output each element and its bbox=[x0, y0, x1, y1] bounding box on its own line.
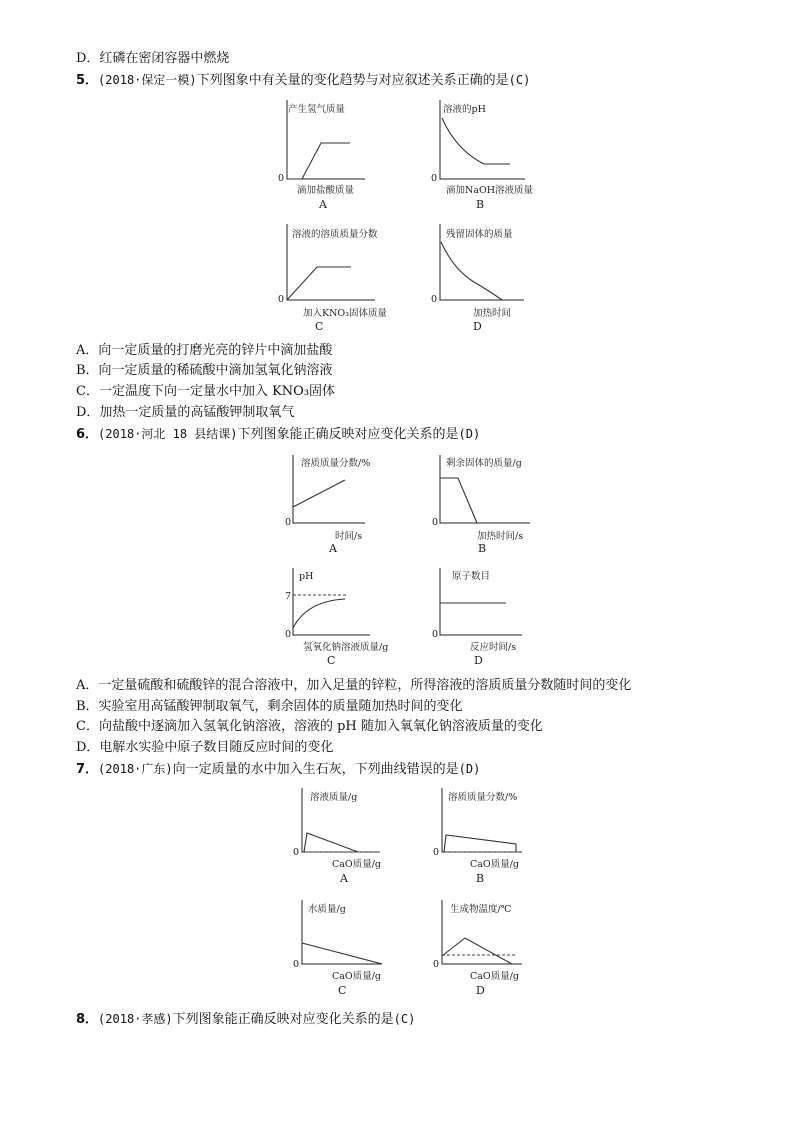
curve bbox=[293, 599, 345, 628]
origin-label: 0 bbox=[432, 629, 439, 640]
question-source: (2018·孝感) bbox=[98, 1012, 173, 1026]
q5-graph-b bbox=[428, 100, 548, 219]
question-source: (2018·保定一模) bbox=[98, 73, 197, 87]
question-answer: (C) bbox=[508, 73, 531, 87]
y-axis-label: 溶液的溶质质量分数 bbox=[292, 229, 378, 240]
x-axis-label: 加热时间 bbox=[473, 308, 512, 319]
q5-graph-c bbox=[275, 224, 415, 340]
origin-label: 0 bbox=[278, 173, 285, 184]
origin-label: 0 bbox=[431, 294, 438, 305]
question-text: 向一定质量的水中加入生石灰，下列曲线错误的是 bbox=[172, 762, 459, 777]
x-axis-label: 氢氧化钠溶液质量/g bbox=[303, 642, 389, 653]
x-axis-label: CaO质量/g bbox=[470, 971, 520, 982]
caption: D bbox=[473, 320, 482, 333]
caption: D bbox=[476, 984, 485, 997]
q6-graph-b bbox=[432, 455, 552, 559]
q6-graph-c-svg bbox=[285, 568, 415, 668]
y-axis-label: 剩余固体的质量/g bbox=[446, 458, 522, 469]
question-text: 下列图象能正确反映对应变化关系的是 bbox=[172, 1012, 394, 1027]
q5-graph-b-svg bbox=[428, 100, 548, 215]
origin-label: 0 bbox=[285, 517, 292, 528]
q7-graph-d bbox=[430, 900, 545, 1004]
q5-option-b: B．向一定质量的稀硫酸中滴加氢氧化钠溶液 bbox=[76, 363, 333, 378]
q4-option-d: D．红磷在密闭容器中燃烧 bbox=[76, 51, 230, 66]
q5-option-d: D．加热一定质量的高锰酸钾制取氧气 bbox=[76, 405, 295, 420]
x-axis-label: 滴加NaOH溶液质量 bbox=[446, 185, 534, 196]
y-axis-label: 残留固体的质量 bbox=[446, 229, 513, 240]
caption: B bbox=[478, 542, 487, 555]
caption: B bbox=[476, 198, 485, 211]
curve bbox=[287, 143, 350, 179]
caption: A bbox=[340, 872, 348, 885]
q5-graph-c-svg bbox=[275, 224, 415, 336]
q7-graph-d-svg bbox=[430, 900, 545, 1000]
y-axis-label: 溶液的pH bbox=[443, 104, 486, 115]
q5-option-a: A．向一定质量的打磨光亮的锌片中滴加盐酸 bbox=[76, 343, 333, 358]
q6-option-d: D．电解水实验中原子数目随反应时间的变化 bbox=[76, 740, 334, 755]
question-source: (2018·河北 18 县结课) bbox=[98, 427, 238, 441]
origin-label: 0 bbox=[285, 629, 292, 640]
question-6 bbox=[76, 425, 480, 444]
question-text: 下列图象能正确反映对应变化关系的是 bbox=[237, 427, 459, 442]
curve bbox=[302, 943, 382, 964]
question-number: 5． bbox=[76, 73, 99, 88]
q6-option-b: B．实验室用高锰酸钾制取氧气，剩余固体的质量随加热时间的变化 bbox=[76, 699, 463, 714]
y-axis-label: 产生氢气质量 bbox=[288, 104, 346, 115]
y-axis-label: 水质量/g bbox=[308, 904, 346, 915]
q6-graph-a-svg bbox=[285, 455, 395, 555]
x-axis-label: 时间/s bbox=[335, 531, 363, 542]
q5-option-c: C．一定温度下向一定量水中加入 KNO₃固体 bbox=[76, 384, 336, 399]
y-tick-label: 7 bbox=[285, 591, 292, 602]
q6-option-c: C．向盐酸中逐滴加入氢氧化钠溶液，溶液的 pH 随加入氧氧化钠溶液质量的变化 bbox=[76, 719, 543, 734]
y-axis-label: 原子数目 bbox=[452, 571, 491, 582]
curve bbox=[444, 835, 516, 852]
q7-graph-c bbox=[290, 900, 400, 1004]
curve bbox=[442, 118, 510, 164]
question-answer: (D) bbox=[458, 762, 481, 776]
origin-label: 0 bbox=[433, 959, 440, 970]
q6-graph-a bbox=[285, 455, 395, 559]
question-7 bbox=[76, 760, 480, 779]
curve bbox=[442, 938, 512, 964]
q6-graph-d-svg bbox=[432, 568, 552, 668]
curve bbox=[293, 480, 345, 507]
q7-graph-a bbox=[290, 788, 400, 892]
caption: C bbox=[338, 984, 347, 997]
question-number: 6． bbox=[76, 427, 99, 442]
curve bbox=[440, 478, 477, 523]
y-axis-label: 溶液质量/g bbox=[310, 792, 358, 803]
question-source: (2018·广东) bbox=[98, 762, 173, 776]
question-number: 7． bbox=[76, 762, 99, 777]
q5-graph-a bbox=[275, 100, 385, 219]
caption: B bbox=[476, 872, 485, 885]
origin-label: 0 bbox=[431, 173, 438, 184]
q6-option-a: A．一定量硫酸和硫酸锌的混合溶液中，加入足量的锌粒，所得溶液的溶质质量分数随时间的变化 bbox=[76, 678, 632, 693]
origin-label: 0 bbox=[293, 847, 300, 858]
x-axis-label: 加入KNO₃固体质量 bbox=[303, 308, 388, 319]
origin-label: 0 bbox=[433, 847, 440, 858]
origin-label: 0 bbox=[278, 294, 285, 305]
question-answer: (D) bbox=[458, 427, 481, 441]
caption: C bbox=[327, 654, 336, 667]
question-number: 8． bbox=[76, 1012, 99, 1027]
curve bbox=[441, 242, 502, 300]
q6-graph-c bbox=[285, 568, 415, 672]
caption: A bbox=[319, 198, 327, 211]
caption: C bbox=[315, 320, 324, 333]
q5-graph-d bbox=[428, 224, 548, 340]
x-axis-label: 加热时间/s bbox=[477, 531, 524, 542]
x-axis-label: CaO质量/g bbox=[332, 859, 382, 870]
q7-graph-b-svg bbox=[430, 788, 545, 888]
x-axis-label: CaO质量/g bbox=[470, 859, 520, 870]
question-5 bbox=[76, 71, 530, 90]
x-axis-label: 反应时间/s bbox=[470, 642, 517, 653]
caption: D bbox=[474, 654, 483, 667]
origin-label: 0 bbox=[432, 517, 439, 528]
y-axis-label: pH bbox=[299, 571, 314, 582]
y-axis-label: 溶质质量分数/% bbox=[448, 792, 518, 803]
curve bbox=[304, 833, 358, 852]
y-axis-label: 溶质质量分数/% bbox=[301, 458, 371, 469]
q7-graph-c-svg bbox=[290, 900, 400, 1000]
origin-label: 0 bbox=[293, 959, 300, 970]
q5-graph-d-svg bbox=[428, 224, 548, 336]
q7-graph-b bbox=[430, 788, 545, 892]
question-8 bbox=[76, 1010, 415, 1029]
q7-graph-a-svg bbox=[290, 788, 400, 888]
question-answer: (C) bbox=[393, 1012, 416, 1026]
x-axis-label: CaO质量/g bbox=[332, 971, 382, 982]
q5-graph-a-svg bbox=[275, 100, 385, 215]
y-axis-label: 生成物温度/℃ bbox=[450, 904, 512, 915]
q6-graph-b-svg bbox=[432, 455, 552, 555]
caption: A bbox=[329, 542, 337, 555]
question-text: 下列图象中有关量的变化趋势与对应叙述关系正确的是 bbox=[196, 73, 509, 88]
q6-graph-d bbox=[432, 568, 552, 672]
x-axis-label: 滴加盐酸质量 bbox=[297, 185, 355, 196]
curve bbox=[287, 267, 351, 300]
